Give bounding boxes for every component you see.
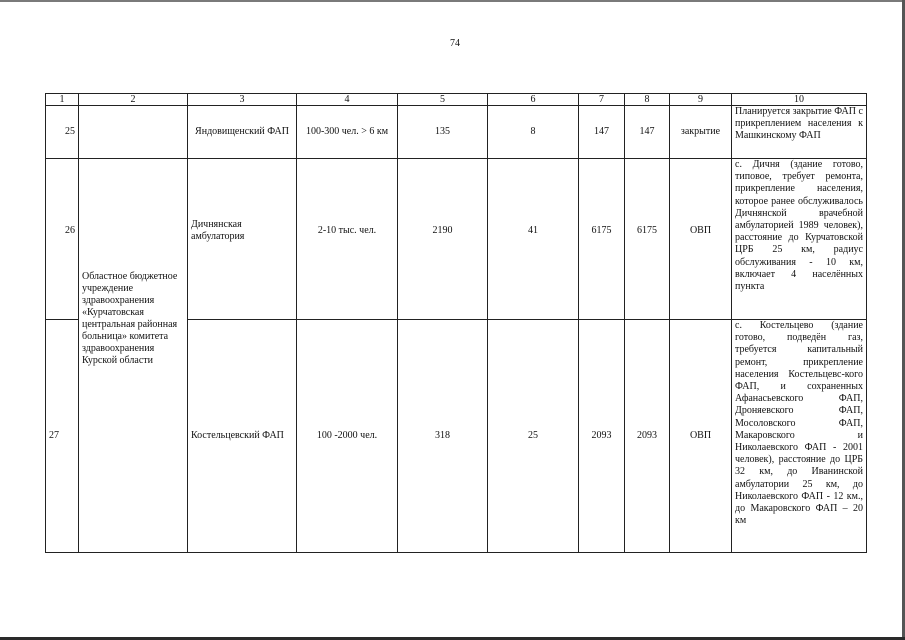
- table-header-row: [46, 94, 867, 106]
- table-row: [46, 106, 867, 159]
- page-edge-top: [0, 0, 905, 2]
- column-header: 7: [579, 94, 625, 106]
- row-number: 25: [46, 106, 79, 159]
- value-col5: 135: [398, 106, 488, 159]
- value-col6: 41: [488, 159, 579, 320]
- action: ОВП: [670, 159, 732, 320]
- value-col7: 2093: [579, 320, 625, 553]
- row-number: 27: [46, 320, 79, 553]
- value-col5: 2190: [398, 159, 488, 320]
- organization-name: Областное бюджетное учреждение здравоохранения «Курчатовская центральная районная больница» комитета здравоохранения Курской области: [79, 159, 188, 553]
- population-range: 100-300 чел. > 6 км: [297, 106, 398, 159]
- note: Планируется закрытие ФАП с прикреплением населения к Машкинскому ФАП: [732, 106, 867, 159]
- facility-name: Яндовищенский ФАП: [188, 106, 297, 159]
- population-range: 2-10 тыс. чел.: [297, 159, 398, 320]
- value-col6: 8: [488, 106, 579, 159]
- column-header: 6: [488, 94, 579, 106]
- page-number: 74: [450, 38, 460, 49]
- value-col5: 318: [398, 320, 488, 553]
- value-col8: 6175: [625, 159, 670, 320]
- value-col8: 2093: [625, 320, 670, 553]
- facility-name: Костельцевский ФАП: [188, 320, 297, 553]
- action: ОВП: [670, 320, 732, 553]
- column-header: 8: [625, 94, 670, 106]
- note: с. Дичня (здание готово, типовое, требует ремонта, прикрепление населения, которое ранее обслуживалось Дичнянской врачебной амбулаторией 1989 человек), расстояние до Курчатовской ЦРБ 25 км, радиус обслуживания - 10 км, включает 4 населённых пункта: [732, 159, 867, 320]
- value-col8: 147: [625, 106, 670, 159]
- column-header: 3: [188, 94, 297, 106]
- column-header: 5: [398, 94, 488, 106]
- column-header: 4: [297, 94, 398, 106]
- value-col7: 147: [579, 106, 625, 159]
- note: с. Костельцево (здание готово, подведён газ, требуется капитальный ремонт, прикрепление населения Костельцевс-кого ФАП, и сохраненных Афанасьевского ФАП, Дроняевского ФАП, Мосоловского ФАП, Макаровского и Николаевского ФАП - 2001 человек), расстояние до ЦРБ 32 км, до Иванинской амбулатории 25 км, до Николаевского ФАП - 12 км., до Макаровского ФАП – 20 км: [732, 320, 867, 553]
- table-row: [46, 159, 867, 320]
- value-col7: 6175: [579, 159, 625, 320]
- column-header: 2: [79, 94, 188, 106]
- column-header: 10: [732, 94, 867, 106]
- facility-name: Дичнянская амбулатория: [188, 159, 297, 320]
- row-number: 26: [46, 159, 79, 320]
- facilities-table: [45, 93, 867, 553]
- action: закрытие: [670, 106, 732, 159]
- organization-cell-empty: [79, 106, 188, 159]
- column-header: 1: [46, 94, 79, 106]
- population-range: 100 -2000 чел.: [297, 320, 398, 553]
- value-col6: 25: [488, 320, 579, 553]
- column-header: 9: [670, 94, 732, 106]
